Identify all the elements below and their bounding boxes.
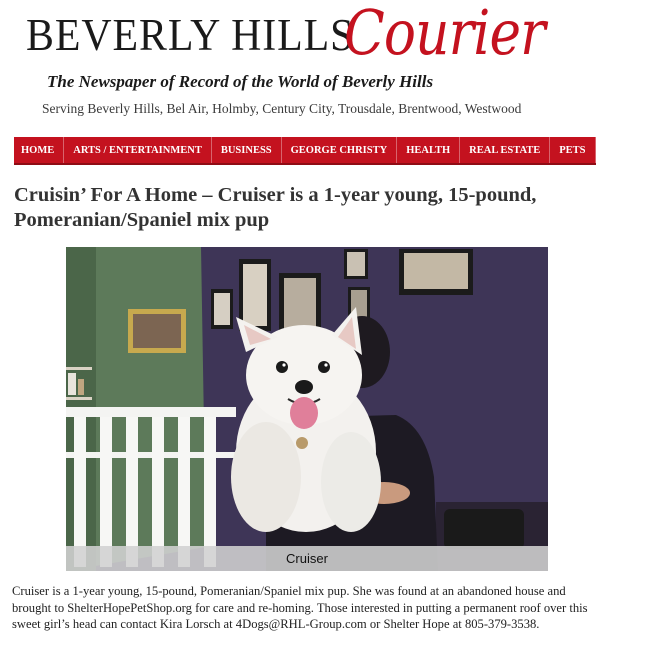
nav-item-pets[interactable]: PETS	[550, 137, 595, 163]
nav-item-business[interactable]: BUSINESS	[212, 137, 282, 163]
nav-item-health[interactable]: HEALTH	[397, 137, 460, 163]
site-logo[interactable]	[26, 0, 586, 72]
photo-caption: Cruiser	[66, 546, 548, 571]
main-navigation	[14, 137, 646, 165]
service-area-line: Serving Beverly Hills, Bel Air, Holmby, Century City, Trousdale, Brentwood, Westwood	[42, 101, 522, 116]
nav-item-real-estate[interactable]: REAL ESTATE	[460, 137, 550, 163]
nav-item-sports[interactable]: SPORTS	[596, 137, 655, 163]
nav-item-home[interactable]: HOME	[14, 137, 64, 163]
site-tagline: The Newspaper of Record of the World of Beverly Hills	[47, 72, 434, 91]
dog-photo-illustration	[66, 247, 548, 571]
nav-item-arts-entertainment[interactable]: ARTS / ENTERTAINMENT	[64, 137, 212, 163]
logo-courier-text: Courier	[344, 0, 545, 69]
article-body: Cruiser is a 1-year young, 15-pound, Pomeranian/Spaniel mix pup. She was found at an abandoned house and brought to ShelterHopePetShop.org for care and re-homing. Those interested in putting a permanent roof over this sweet girl’s head can contact Kira Lorsch at 4Dogs@RHL-Group.com or Shelter Hope at 805-379-3538.	[12, 584, 588, 631]
masthead	[0, 0, 596, 132]
article-photo[interactable]	[66, 247, 548, 571]
nav-item-george-christy[interactable]: GEORGE CHRISTY	[282, 137, 398, 163]
logo-beverly-hills-text: BEVERLY HILLS	[26, 10, 355, 60]
article-headline: Cruisin’ For A Home – Cruiser is a 1-year young, 15-pound, Pomeranian/Spaniel mix pup	[14, 184, 537, 231]
